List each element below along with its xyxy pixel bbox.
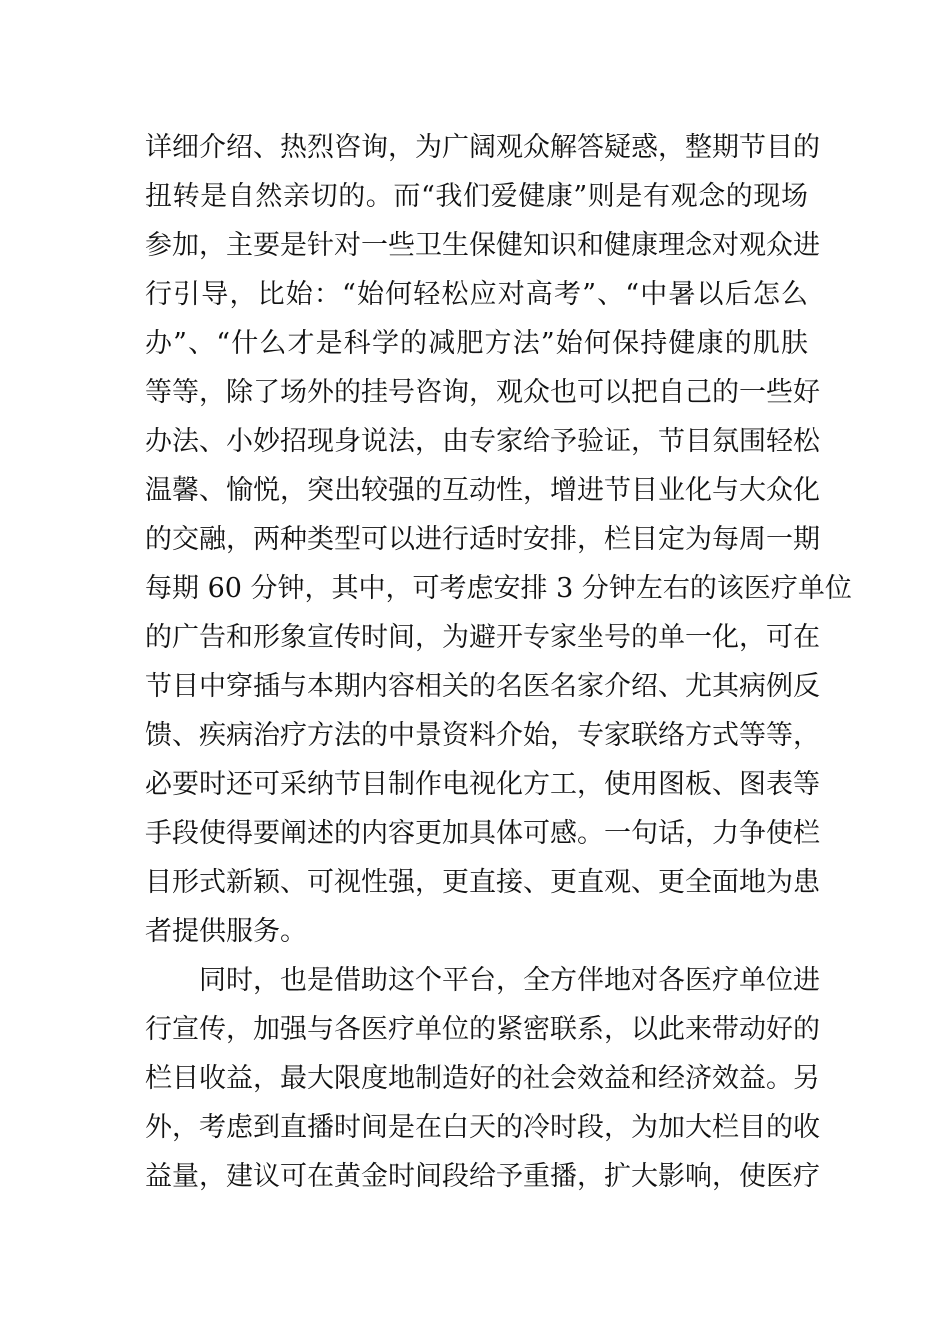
text-line: 手段使得要阐述的内容更加具体可感。一句话，力争使栏 (145, 818, 820, 849)
text-line: 外，考虑到直播时间是在白天的冷时段，为加大栏目的收 (145, 1112, 820, 1143)
text-line: 每期 60 分钟，其中，可考虑安排 3 分钟左右的该医疗单位 (145, 573, 852, 604)
text-line: 温馨、愉悦，突出较强的互动性，增进节目业化与大众化 (145, 475, 820, 506)
text-line: 的交融，两种类型可以进行适时安排，栏目定为每周一期 (145, 524, 820, 555)
text-line: 者提供服务。 (145, 916, 307, 947)
text-line: 等等，除了场外的挂号咨询，观众也可以把自己的一些好 (145, 377, 820, 408)
text-line: 办”、“什么才是科学的减肥方法”始何保持健康的肌肤 (145, 328, 808, 359)
text-line: 益量，建议可在黄金时间段给予重播，扩大影响，使医疗 (145, 1161, 820, 1192)
text-line: 办法、小妙招现身说法，由专家给予验证，节目氛围轻松 (145, 426, 820, 457)
text-line: 栏目收益，最大限度地制造好的社会效益和经济效益。另 (145, 1063, 820, 1094)
text-line: 扭转是自然亲切的。而“我们爱健康”则是有观念的现场 (145, 181, 808, 212)
text-line: 节目中穿插与本期内容相关的名医名家介绍、尤其病例反 (145, 671, 820, 702)
text-line: 目形式新颖、可视性强，更直接、更直观、更全面地为患 (145, 867, 820, 898)
paragraph-first-line: 同时，也是借助这个平台，全方伴地对各医疗单位进 (199, 965, 820, 996)
text-line: 必要时还可采纳节目制作电视化方工，使用图板、图表等 (145, 769, 820, 800)
text-line: 的广告和形象宣传时间，为避开专家坐号的单一化，可在 (145, 622, 820, 653)
text-line: 馈、疾病治疗方法的中景资料介始，专家联络方式等等， (145, 720, 820, 751)
text-line: 参加，主要是针对一些卫生保健知识和健康理念对观众进 (145, 230, 820, 261)
text-line: 行宣传，加强与各医疗单位的紧密联系，以此来带动好的 (145, 1014, 820, 1045)
text-line: 详细介绍、热烈咨询，为广阔观众解答疑惑，整期节目的 (145, 132, 820, 163)
text-line: 行引导，比始：“始何轻松应对高考”、“中暑以后怎么 (145, 279, 808, 310)
